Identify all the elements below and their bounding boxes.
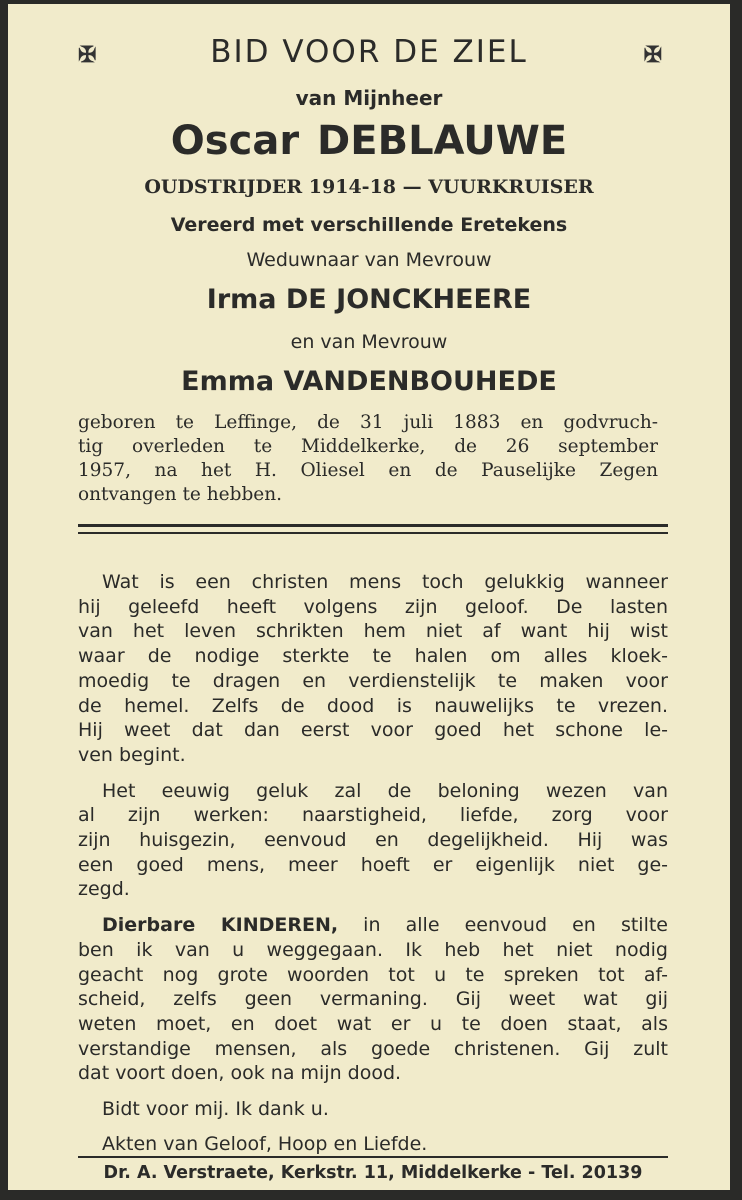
paragraph-3	[78, 913, 668, 1086]
footer-rule	[78, 1156, 668, 1158]
first-name: Oscar	[170, 118, 300, 164]
text-line: een goed mens, meer hoeft er eigenlijk niet ge-	[78, 853, 668, 876]
biography-paragraph	[78, 411, 658, 507]
second-wife-name: Emma VANDENBOUHEDE	[181, 366, 557, 397]
cross-icon-right: ✠	[643, 42, 662, 68]
first-wife-name: Irma DE JONCKHEERE	[206, 284, 532, 315]
text-line: ven begint.	[78, 743, 186, 766]
cross-icon-left: ✠	[78, 42, 97, 68]
memorial-text	[78, 570, 668, 1156]
bio-line: tig overleden te Middelkerke, de 26 september	[78, 436, 658, 457]
text-line: hij geleefd heeft volgens zijn geloof. De lasten	[78, 595, 668, 618]
text-line: ben ik van u weggegaan. Ik heb het niet nodig	[78, 938, 668, 961]
text-line: waar de nodige sterkte te halen om alles kloek-	[78, 645, 668, 668]
bio-line: geboren te Leffinge, de 31 juli 1883 en godvruch-	[78, 412, 658, 433]
paragraph-2	[78, 779, 668, 903]
bio-line: 1957, na het H. Oliesel en de Pauselijke Zegen	[78, 460, 658, 481]
deceased-name	[8, 118, 730, 164]
children-address: Dierbare KINDEREN,	[102, 914, 339, 937]
text-line: van het leven schrikten hem niet af want hij wist	[78, 620, 668, 643]
divider-rule-thick	[78, 524, 668, 527]
text-line: geacht nog grote woorden tot u te spreken tot af-	[78, 963, 668, 986]
divider-rule-thin	[78, 532, 668, 534]
widower-line: Weduwnaar van Mevrouw	[246, 249, 492, 271]
paragraph-1	[78, 570, 668, 768]
printer-imprint: Dr. A. Verstraete, Kerkstr. 11, Middelkerke - Tel. 20139	[103, 1163, 643, 1183]
text-line: Hij weet dat dan eerst voor goed het schone le-	[78, 719, 668, 742]
text-line: zijn huisgezin, eenvoud en degelijkheid. Hij was	[78, 829, 668, 852]
text-line: de hemel. Zelfs de dood is nauwelijks te vrezen.	[78, 694, 668, 717]
veteran-status: OUDSTRIJDER 1914-18 — VUURKRUISER	[144, 176, 594, 198]
name-prefix: van Mijnheer	[295, 86, 443, 110]
text-line: scheid, zelfs geen vermaning. Gij weet wat gij	[78, 988, 668, 1011]
card-title: BID VOOR DE ZIEL	[210, 34, 528, 70]
closing-acts: Akten van Geloof, Hoop en Liefde.	[102, 1132, 428, 1155]
text-line: weten moet, en doet wat er u te doen staat, als	[78, 1012, 668, 1035]
memorial-card	[8, 4, 730, 1190]
text-line: Wat is een christen mens toch gelukkig wanneer	[102, 571, 668, 593]
text-line: verstandige mensen, als goede christenen. Gij zult	[78, 1037, 668, 1060]
text-line	[78, 913, 668, 938]
text-line: dat voort doen, ook na mijn dood.	[78, 1062, 402, 1085]
text-line: al zijn werken: naarstigheid, liefde, zorg voor	[78, 804, 668, 827]
text-line: Het eeuwig geluk zal de beloning wezen van	[102, 779, 668, 802]
closing-prayer-request: Bidt voor mij. Ik dank u.	[102, 1098, 329, 1121]
last-name: DEBLAUWE	[317, 118, 568, 164]
text-line: zegd.	[78, 878, 130, 901]
text-line: moedig te dragen en verdienstelijk te maken voor	[78, 669, 668, 692]
second-wife-prefix: en van Mevrouw	[290, 331, 448, 353]
bio-line: ontvangen te hebben.	[78, 484, 283, 505]
honors-line: Vereerd met verschillende Eretekens	[170, 214, 568, 236]
text-fragment: in alle eenvoud en stilte	[338, 914, 668, 937]
